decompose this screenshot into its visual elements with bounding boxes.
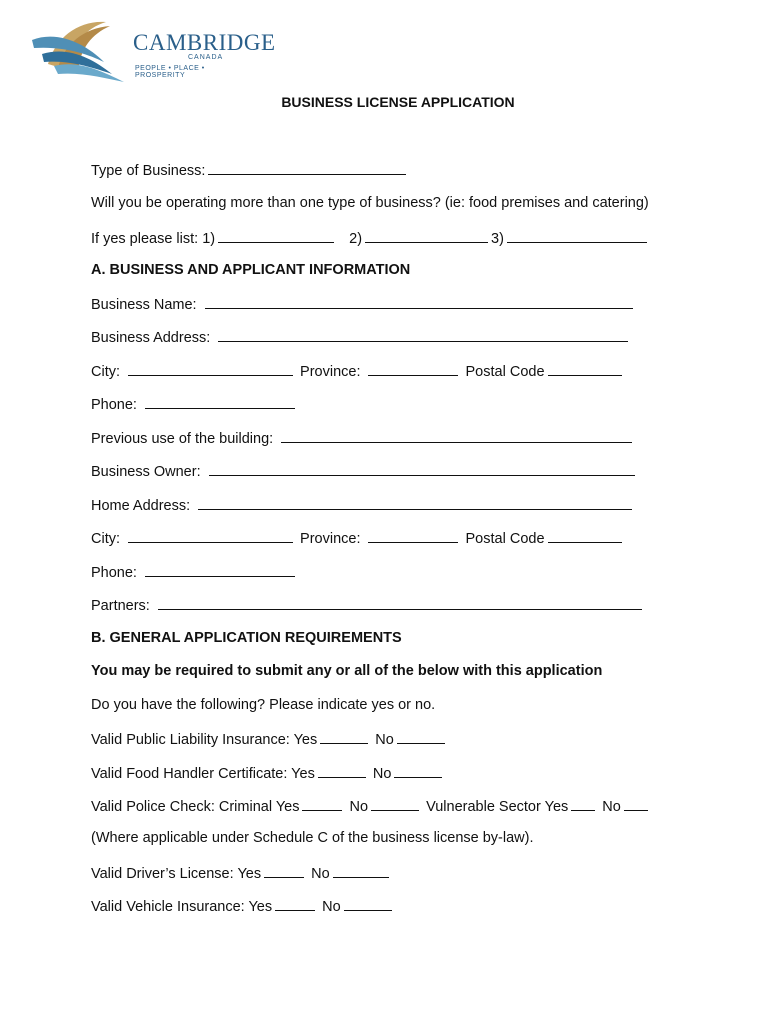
section-b-heading: B. GENERAL APPLICATION REQUIREMENTS — [91, 630, 402, 646]
liability-yes-field[interactable] — [320, 729, 368, 744]
vehicle-insurance-label: Valid Vehicle Insurance: — [91, 899, 245, 915]
requirement-note: You may be required to submit any or all of the below with this application — [91, 663, 603, 679]
if-yes-row — [91, 228, 650, 248]
type-of-business-label: Type of Business: — [91, 163, 206, 179]
schedule-note: (Where applicable under Schedule C of the business license by-law). — [91, 830, 534, 846]
no-label: No — [322, 899, 341, 915]
business-phone-row — [91, 394, 298, 414]
vehicle-insurance-yes-field[interactable] — [275, 896, 315, 911]
business-name-field[interactable] — [205, 294, 633, 309]
business-owner-label: Business Owner: — [91, 464, 201, 480]
no-label: No — [375, 732, 394, 748]
no-label: No — [349, 799, 369, 815]
if-yes-label: If yes please list: 1) — [91, 231, 216, 247]
business-type-2-field[interactable] — [365, 228, 488, 243]
liability-label: Valid Public Liability Insurance: — [91, 732, 290, 748]
police-check-row — [91, 796, 651, 816]
city-label: City: — [91, 531, 120, 547]
vehicle-insurance-row — [91, 896, 395, 916]
food-handler-no-field[interactable] — [394, 763, 442, 778]
yes-label: Yes — [293, 732, 318, 748]
business-address-field[interactable] — [218, 327, 628, 342]
logo-tagline: PEOPLE • PLACE • PROSPERITY — [135, 65, 205, 79]
yes-label: Yes — [237, 866, 262, 882]
if-yes-two-label: 2) — [349, 231, 363, 247]
business-owner-row — [91, 461, 638, 481]
criminal-yes-field[interactable] — [302, 796, 342, 811]
business-address-row — [91, 327, 631, 347]
phone-label: Phone: — [91, 397, 137, 413]
previous-use-row — [91, 428, 635, 448]
business-name-label: Business Name: — [91, 297, 197, 313]
multiple-types-question: Will you be operating more than one type of business? (ie: food premises and catering) — [91, 195, 649, 211]
home-address-label: Home Address: — [91, 498, 191, 514]
drivers-license-label: Valid Driver’s License: — [91, 866, 234, 882]
business-owner-field[interactable] — [209, 461, 635, 476]
yes-label: Yes — [544, 799, 569, 815]
type-of-business-field[interactable] — [208, 160, 406, 175]
logo-name: CAMBRIDGE — [133, 30, 276, 55]
cambridge-logo — [28, 14, 276, 86]
page-title: BUSINESS LICENSE APPLICATION — [281, 94, 515, 110]
food-handler-yes-field[interactable] — [318, 763, 366, 778]
vulnerable-no-field[interactable] — [624, 796, 648, 811]
province-label: Province: — [300, 364, 361, 380]
previous-use-field[interactable] — [281, 428, 632, 443]
partners-field[interactable] — [158, 595, 642, 610]
home-province-field[interactable] — [368, 528, 458, 543]
liability-row — [91, 729, 448, 749]
home-postal-code-field[interactable] — [548, 528, 622, 543]
criminal-no-field[interactable] — [371, 796, 419, 811]
home-phone-row — [91, 562, 298, 582]
cambridge-swoosh-icon — [28, 14, 138, 86]
partners-row — [91, 595, 645, 615]
type-of-business-row — [91, 160, 409, 180]
food-handler-row — [91, 763, 445, 783]
business-postal-code-field[interactable] — [548, 361, 622, 376]
no-label: No — [311, 866, 330, 882]
yes-label: Yes — [248, 899, 273, 915]
province-label: Province: — [300, 531, 361, 547]
business-phone-field[interactable] — [145, 394, 295, 409]
business-type-1-field[interactable] — [218, 228, 334, 243]
previous-use-label: Previous use of the building: — [91, 431, 274, 447]
business-province-field[interactable] — [368, 361, 458, 376]
vulnerable-yes-field[interactable] — [571, 796, 595, 811]
liability-no-field[interactable] — [397, 729, 445, 744]
home-phone-field[interactable] — [145, 562, 295, 577]
home-city-field[interactable] — [128, 528, 293, 543]
yes-label: Yes — [291, 766, 315, 782]
phone-label: Phone: — [91, 565, 137, 581]
home-city-row — [91, 528, 625, 548]
food-handler-label: Valid Food Handler Certificate: — [91, 766, 288, 782]
vulnerable-sector-label: Vulnerable Sector — [426, 799, 541, 815]
business-type-3-field[interactable] — [507, 228, 647, 243]
home-address-field[interactable] — [198, 495, 632, 510]
no-label: No — [602, 799, 621, 815]
drivers-license-no-field[interactable] — [333, 863, 389, 878]
if-yes-three-label: 3) — [491, 231, 504, 247]
business-city-row — [91, 361, 625, 381]
logo-country: CANADA — [188, 54, 224, 61]
yes-label: Yes — [275, 799, 300, 815]
home-address-row — [91, 495, 635, 515]
business-address-label: Business Address: — [91, 330, 211, 346]
section-a-heading: A. BUSINESS AND APPLICANT INFORMATION — [91, 262, 411, 278]
postal-code-label: Postal Code — [465, 364, 545, 380]
business-city-field[interactable] — [128, 361, 293, 376]
city-label: City: — [91, 364, 120, 380]
vehicle-insurance-no-field[interactable] — [344, 896, 392, 911]
police-check-label: Valid Police Check: Criminal — [91, 799, 273, 815]
indicate-instructions: Do you have the following? Please indicate yes or no. — [91, 697, 436, 713]
business-name-row — [91, 294, 636, 314]
drivers-license-row — [91, 863, 392, 883]
partners-label: Partners: — [91, 598, 150, 614]
postal-code-label: Postal Code — [465, 531, 545, 547]
no-label: No — [372, 766, 392, 782]
drivers-license-yes-field[interactable] — [264, 863, 304, 878]
